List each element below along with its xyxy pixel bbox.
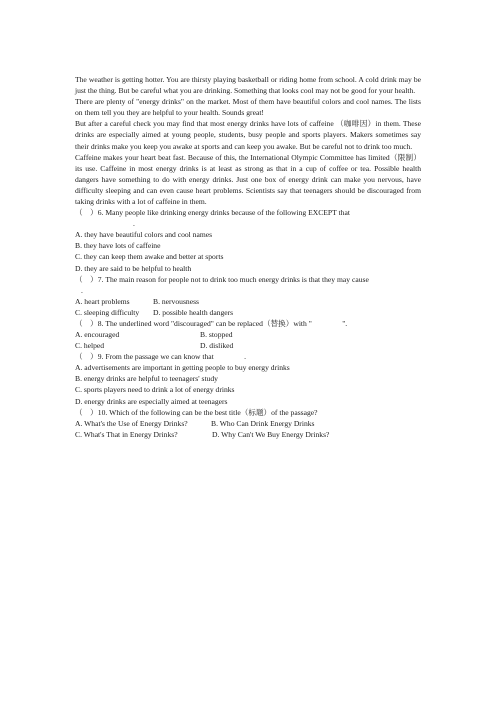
- question-6-stem: （ ）6. Many people like drinking energy drinks because of the following EXCEPT that: [75, 208, 350, 218]
- question-10-option-c: C. What's That in Energy Drinks?: [75, 429, 178, 439]
- question-8-option-d: D. disliked: [200, 341, 234, 351]
- question-8-stem: （ ）8. The underlined word "discouraged" can be replaced（替换）with " ".: [75, 318, 348, 328]
- question-7-option-b: B. nervousness: [153, 296, 199, 306]
- reading-passage: [75, 74, 421, 440]
- paragraph-3: But after a careful check you may find that most energy drinks have lots of caffeine （咖啡因）in them. These drinks are especially aimed at young people, students, busy people and sports players. Makers sometimes say their drinks make you keep you awake at sports and can keep you awake. But be careful not to drink too much.: [75, 119, 421, 151]
- question-9-option-c: C. sports players need to drink a lot of energy drinks: [75, 385, 235, 395]
- question-7-option-c: C. sleeping difficulty: [75, 307, 140, 317]
- question-7-options-row-1: [75, 296, 421, 307]
- question-8-options-row-1: [75, 329, 421, 340]
- question-8-option-a: A. encouraged: [75, 329, 120, 339]
- paragraph-1: The weather is getting hotter. You are thirsty playing basketball or riding home from school. A cold drink may be just the thing. But be careful what you are drinking. Something that looks cool may not be good for your health.: [75, 75, 421, 96]
- question-6-option-b: B. they have lots of caffeine: [75, 241, 161, 251]
- question-6-option-c: C. they can keep them awake and better at sports: [75, 252, 224, 262]
- question-9-option-d: D. energy drinks are especially aimed at teenagers: [75, 396, 228, 406]
- question-7-blank: .: [81, 285, 83, 295]
- question-8-options-row-2: [75, 340, 421, 351]
- question-8-option-b: B. stopped: [200, 329, 233, 339]
- question-7-stem: （ ）7. The main reason for people not to drink too much energy drinks is that they may cause: [75, 274, 369, 284]
- question-6-blank: .: [133, 219, 135, 229]
- question-10-option-a: A. What's the Use of Energy Drinks?: [75, 418, 188, 428]
- question-9-option-b: B. energy drinks are helpful to teenagers' study: [75, 374, 218, 384]
- paragraph-2: There are plenty of "energy drinks" on the market. Most of them have beautiful colors and cool names. The lists on them tell you they are helpful to your health. Sounds great!: [75, 97, 421, 118]
- question-6-option-a: A. they have beautiful colors and cool names: [75, 230, 213, 240]
- question-10-options-row-1: [75, 418, 421, 429]
- question-9-stem: （ ）9. From the passage we can know that .: [75, 352, 247, 362]
- question-10-options-row-2: [75, 429, 421, 440]
- question-8-option-c: C. helped: [75, 341, 105, 351]
- question-10-option-b: B. Who Can Drink Energy Drinks: [211, 418, 315, 428]
- question-6-option-d: D. they are said to be helpful to health: [75, 263, 192, 273]
- question-10-stem: （ ）10. Which of the following can be the best title（标题）of the passage?: [75, 407, 318, 417]
- paragraph-4: Caffeine makes your heart beat fast. Because of this, the International Olympic Committee has limited（限制）its use. Caffeine in most energy drinks is at least as strong as that in a cup of coffee or tea. Possible health dangers have something to do with energy drinks. Just one box of energy drink can make you nervous, have difficulty sleeping and can even cause heart problems. Scientists say that teenagers should be discouraged from taking drinks with a lot of caffeine in them.: [75, 152, 421, 207]
- question-7-options-row-2: [75, 307, 421, 318]
- question-10-option-d: D. Why Can't We Buy Energy Drinks?: [212, 429, 330, 439]
- question-9-option-a: A. advertisements are important in getting people to buy energy drinks: [75, 363, 290, 373]
- question-7-option-d: D. possible health dangers: [153, 307, 234, 317]
- question-7-option-a: A. heart problems: [75, 296, 130, 306]
